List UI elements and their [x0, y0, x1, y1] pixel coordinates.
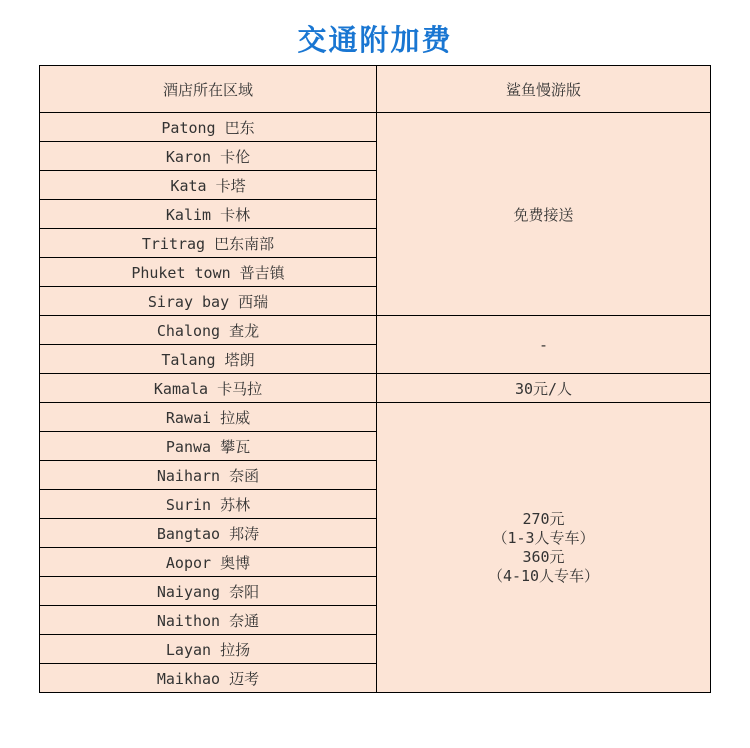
table-row [40, 374, 711, 403]
charter-fee-lines [377, 510, 710, 586]
table-row [40, 113, 711, 142]
area-cell: Panwa 攀瓦 [40, 432, 377, 461]
area-cell: Bangtao 邦涛 [40, 519, 377, 548]
area-cell: Kamala 卡马拉 [40, 374, 377, 403]
area-cell: Kata 卡塔 [40, 171, 377, 200]
charter-fee-line: （1-3人专车） [492, 528, 595, 547]
area-cell: Talang 塔朗 [40, 345, 377, 374]
fee-cell-dash: - [377, 316, 711, 374]
area-cell: Naiharn 奈函 [40, 461, 377, 490]
table-row [40, 403, 711, 432]
charter-fee-line: 270元 [522, 509, 565, 528]
surcharge-table [39, 65, 711, 693]
area-cell: Surin 苏林 [40, 490, 377, 519]
area-cell: Chalong 查龙 [40, 316, 377, 345]
fee-cell-charter [377, 403, 711, 693]
area-cell: Karon 卡伦 [40, 142, 377, 171]
area-cell: Tritrag 巴东南部 [40, 229, 377, 258]
area-cell: Aopor 奥博 [40, 548, 377, 577]
area-cell: Layan 拉扬 [40, 635, 377, 664]
area-cell: Phuket town 普吉镇 [40, 258, 377, 287]
area-cell: Siray bay 西瑞 [40, 287, 377, 316]
column-header-area: 酒店所在区域 [40, 66, 377, 113]
area-cell: Patong 巴东 [40, 113, 377, 142]
table-row [40, 316, 711, 345]
charter-fee-line: 360元 [522, 547, 565, 566]
page-title: 交通附加费 [297, 25, 453, 57]
area-cell: Kalim 卡林 [40, 200, 377, 229]
area-cell: Naithon 奈通 [40, 606, 377, 635]
fee-cell-per-person: 30元/人 [377, 374, 711, 403]
area-cell: Naiyang 奈阳 [40, 577, 377, 606]
table-header-row [40, 66, 711, 113]
charter-fee-line: （4-10人专车） [487, 566, 600, 585]
area-cell: Rawai 拉威 [40, 403, 377, 432]
fee-cell-free-pickup: 免费接送 [377, 113, 711, 316]
column-header-plan: 鲨鱼慢游版 [377, 66, 711, 113]
area-cell: Maikhao 迈考 [40, 664, 377, 693]
